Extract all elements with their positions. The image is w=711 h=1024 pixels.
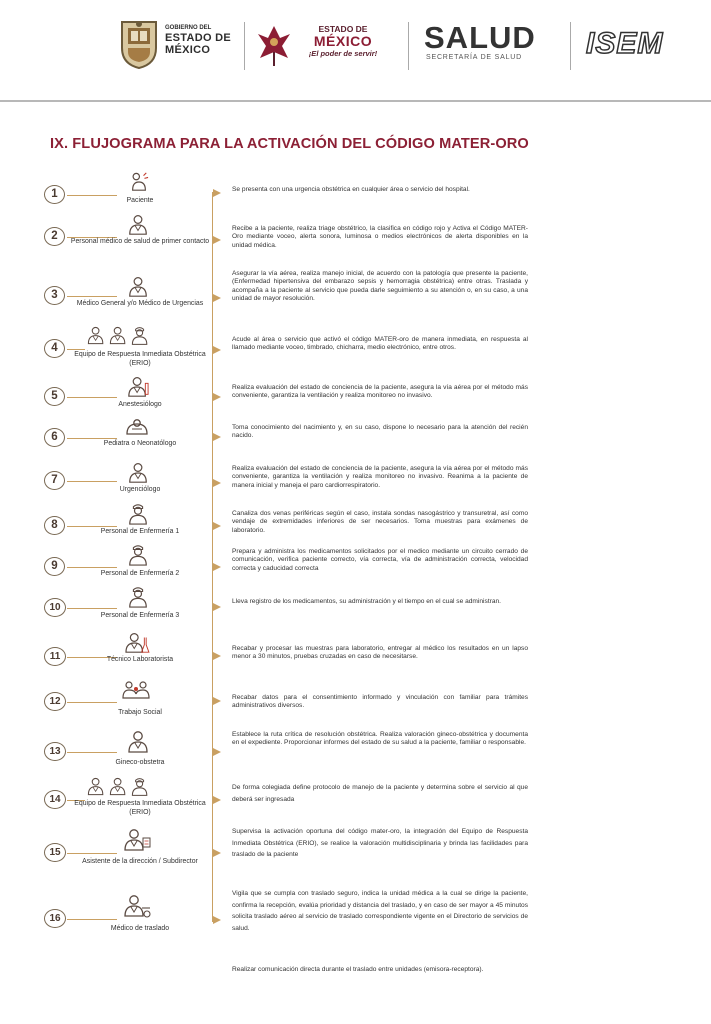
step-role-label: Personal de Enfermería 3 — [100, 612, 180, 619]
step-number-badge: 16 — [44, 909, 66, 928]
step-description: Realiza evaluación del estado de conciencia de la paciente, asegura la vía aérea por el método más conveniente, garantiza la ventilación y realiza monitoreo no invasivo. — [232, 384, 528, 400]
step-number-badge: 7 — [44, 471, 65, 490]
gobierno-shield-icon — [118, 18, 160, 70]
salud-subtitle: SECRETARÍA DE SALUD — [426, 54, 522, 61]
step-number-badge: 5 — [44, 387, 65, 406]
step-role-label: Personal médico de salud de primer contacto — [70, 238, 210, 245]
step-role-label: Personal de Enfermería 2 — [100, 570, 180, 577]
transfer-icon — [122, 894, 152, 918]
step-role-label: Anestesiólogo — [118, 401, 162, 408]
header-rule — [0, 100, 711, 102]
step-description-extra: Realizar comunicación directa durante el traslado entre unidades (emisora-receptora). — [232, 966, 484, 973]
edomex-line1: ESTADO DE — [318, 24, 368, 34]
step-role-label: Paciente — [126, 197, 154, 204]
step-dash — [67, 526, 117, 527]
patient-icon — [128, 172, 150, 192]
arrow-right-icon — [213, 479, 221, 487]
step-description: Prepara y administra los medicamentos solicitados por el medico mediante un circuito cerrado de comunicación, verifica paciente correcto, vía correcta, vía de administración correcta, velocidad correcta y caducidad correcta — [232, 548, 528, 572]
step-number-badge: 15 — [44, 843, 66, 862]
step-description: Recabar y procesar las muestras para laboratorio, entregar al médico los resultados en un lapso menor a 30 minutos, pruebas cruzadas en caso de necesitarse. — [232, 645, 528, 661]
nurse-icon — [127, 586, 149, 608]
step-dash — [67, 608, 117, 609]
step-role-label: Gineco-obstetra — [115, 759, 165, 766]
step-dash — [67, 296, 117, 297]
step-role-label: Técnico Laboratorista — [106, 656, 174, 663]
step-role-label: Equipo de Respuesta Inmediata Obstétrica (ERIO) — [74, 351, 206, 367]
director-icon — [122, 828, 152, 852]
step-role-label: Asistente de la dirección / Subdirector — [82, 858, 198, 865]
step-description: Realiza evaluación del estado de conciencia de la paciente, asegura la vía aérea por el método más conveniente, garantiza la ventilación y realiza monitoreo no invasivo. Reanima a la paciente de manera inicial y maneja el paro cardiorrespiratorio. — [232, 465, 528, 489]
arrow-right-icon — [213, 652, 221, 660]
arrow-right-icon — [213, 563, 221, 571]
header-divider — [244, 22, 245, 70]
step-dash — [67, 567, 117, 568]
arrow-right-icon — [213, 236, 221, 244]
step-number-badge: 6 — [44, 428, 65, 447]
step-description: Toma conocimiento del nacimiento y, en su caso, dispone lo necesario para la atención del recién nacido. — [232, 424, 528, 440]
step-dash — [67, 397, 117, 398]
step-dash — [67, 919, 117, 920]
arrow-right-icon — [213, 189, 221, 197]
step-dash — [67, 349, 85, 350]
edomex-flower-icon — [256, 22, 292, 68]
header-divider — [408, 22, 409, 70]
step-description: Canaliza dos venas periféricas según el caso, instala sondas nasogástrico y transuretral, así como vendaje de extremidades inferiores de ser necesarios. Toma muestras para exámenes de laboratorio. — [232, 510, 528, 534]
step-dash — [67, 195, 117, 196]
arrow-right-icon — [213, 603, 221, 611]
gob-small: GOBIERNO DEL — [165, 25, 212, 31]
step-dash — [67, 702, 117, 703]
step-dash — [67, 752, 117, 753]
step-description: Supervisa la activación oportuna del código mater-oro, la integración del Equipo de Respuesta Inmediata Obstétrica (ERIO), se realice la valoración multidisciplinaria y brinda las facilidades para traslado de la paciente — [232, 828, 528, 859]
step-number-badge: 3 — [44, 286, 65, 305]
team-icon — [86, 777, 156, 797]
step-number-badge: 10 — [44, 598, 66, 617]
arrow-right-icon — [213, 796, 221, 804]
doctor-icon — [127, 214, 149, 236]
arrow-right-icon — [213, 697, 221, 705]
arrow-right-icon — [213, 748, 221, 756]
gob-line3: MÉXICO — [165, 44, 211, 56]
arrow-right-icon — [213, 393, 221, 401]
step-number-badge: 9 — [44, 557, 65, 576]
team-icon — [86, 326, 156, 346]
step-description: Se presenta con una urgencia obstétrica en cualquier área o servicio del hospital. — [232, 186, 470, 193]
step-role-label: Trabajo Social — [118, 709, 162, 716]
gob-line2: ESTADO DE — [165, 32, 232, 44]
doctor-icon — [126, 730, 150, 754]
edomex-logo-text — [288, 24, 398, 58]
step-description: Lleva registro de los medicamentos, su administración y el tiempo en el cual se administran. — [232, 598, 502, 605]
arrow-right-icon — [213, 433, 221, 441]
edomex-line2: MÉXICO — [313, 33, 373, 49]
header-divider — [570, 22, 571, 70]
arrow-right-icon — [213, 916, 221, 924]
step-dash — [67, 438, 117, 439]
step-number-badge: 1 — [44, 185, 65, 204]
salud-title: SALUD — [424, 20, 536, 55]
social-work-icon — [120, 680, 152, 700]
salud-logo — [424, 22, 536, 61]
step-description: De forma colegiada define protocolo de manejo de la paciente y determina sobre el servicio al que deberá ser ingresada — [232, 784, 528, 803]
edomex-slogan: ¡El poder de servir! — [308, 49, 378, 58]
step-number-badge: 14 — [44, 790, 66, 809]
step-description: Recibe a la paciente, realiza triage obstétrico, la clasifica en código rojo y Activa el Código MATER-Oro mediante voceo, alerta sonora, luminosa o medios electrónicos de alerta disponibles en la unidad médica. — [232, 225, 528, 249]
doctor-icon — [127, 462, 149, 484]
step-role-label: Urgenciólogo — [119, 486, 161, 493]
step-number-badge: 2 — [44, 227, 65, 246]
isem-logo: ISEM — [586, 27, 664, 60]
step-role-label: Personal de Enfermería 1 — [100, 528, 180, 535]
page-title: IX. FLUJOGRAMA PARA LA ACTIVACIÓN DEL CÓDIGO MATER-ORO — [50, 136, 529, 152]
step-number-badge: 12 — [44, 692, 66, 711]
lab-icon — [122, 632, 152, 654]
anesthesiologist-icon — [125, 376, 151, 398]
arrow-right-icon — [213, 346, 221, 354]
step-number-badge: 4 — [44, 339, 65, 358]
step-number-badge: 8 — [44, 516, 65, 535]
arrow-right-icon — [213, 849, 221, 857]
step-number-badge: 13 — [44, 742, 66, 761]
step-description: Establece la ruta crítica de resolución obstétrica. Realiza valoración gineco-obstétrica y documenta en el expediente. Proporcionar informes del estado de su salud a la paciente, familiar o responsable. — [232, 731, 528, 747]
step-role-label: Pediatra o Neonatólogo — [103, 440, 177, 447]
step-description: Recabar datos para el consentimiento informado y vinculación con familiar para trámites administrativos diversos. — [232, 694, 528, 710]
step-role-label: Médico General y/o Médico de Urgencias — [76, 300, 204, 307]
nurse-icon — [127, 503, 149, 525]
step-description: Vigila que se cumpla con traslado seguro, indica la unidad médica a la cual se dirige la paciente, confirma la recepción, evalúa prioridad y distancia del traslado, y en caso de ser mayor a 45 minutos solicita traslado aéreo al servicio de traslado correspondiente vigente en el Directorio de servicios de salud. — [232, 890, 528, 932]
arrow-right-icon — [213, 522, 221, 530]
step-dash — [67, 853, 117, 854]
gobierno-logo-text — [165, 24, 231, 56]
step-dash — [67, 481, 117, 482]
pediatrician-icon — [125, 418, 149, 436]
step-role-label: Equipo de Respuesta Inmediata Obstétrica (ERIO) — [74, 800, 206, 816]
step-description: Acude al área o servicio que activó el código MATER-oro de manera inmediata, en respuesta al llamado mediante voceo, timbrado, chicharra, medio electrónico, entre otros. — [232, 336, 528, 352]
arrow-right-icon — [213, 294, 221, 302]
step-number-badge: 11 — [44, 647, 66, 666]
document-header — [0, 0, 711, 100]
doctor-icon — [127, 276, 149, 298]
step-role-label: Médico de traslado — [110, 925, 170, 932]
nurse-icon — [127, 544, 149, 566]
step-description: Asegurar la vía aérea, realiza manejo inicial, de acuerdo con la patología que presente la paciente, (Enfermedad hipertensiva del embarazo sepsis y hemorragia obstétrica) entre otras. Traslada y acompaña a la paciente al servicio que pueda darle seguimiento a su atención o, en su caso, a una unidad de mayor resolución. — [232, 270, 528, 303]
